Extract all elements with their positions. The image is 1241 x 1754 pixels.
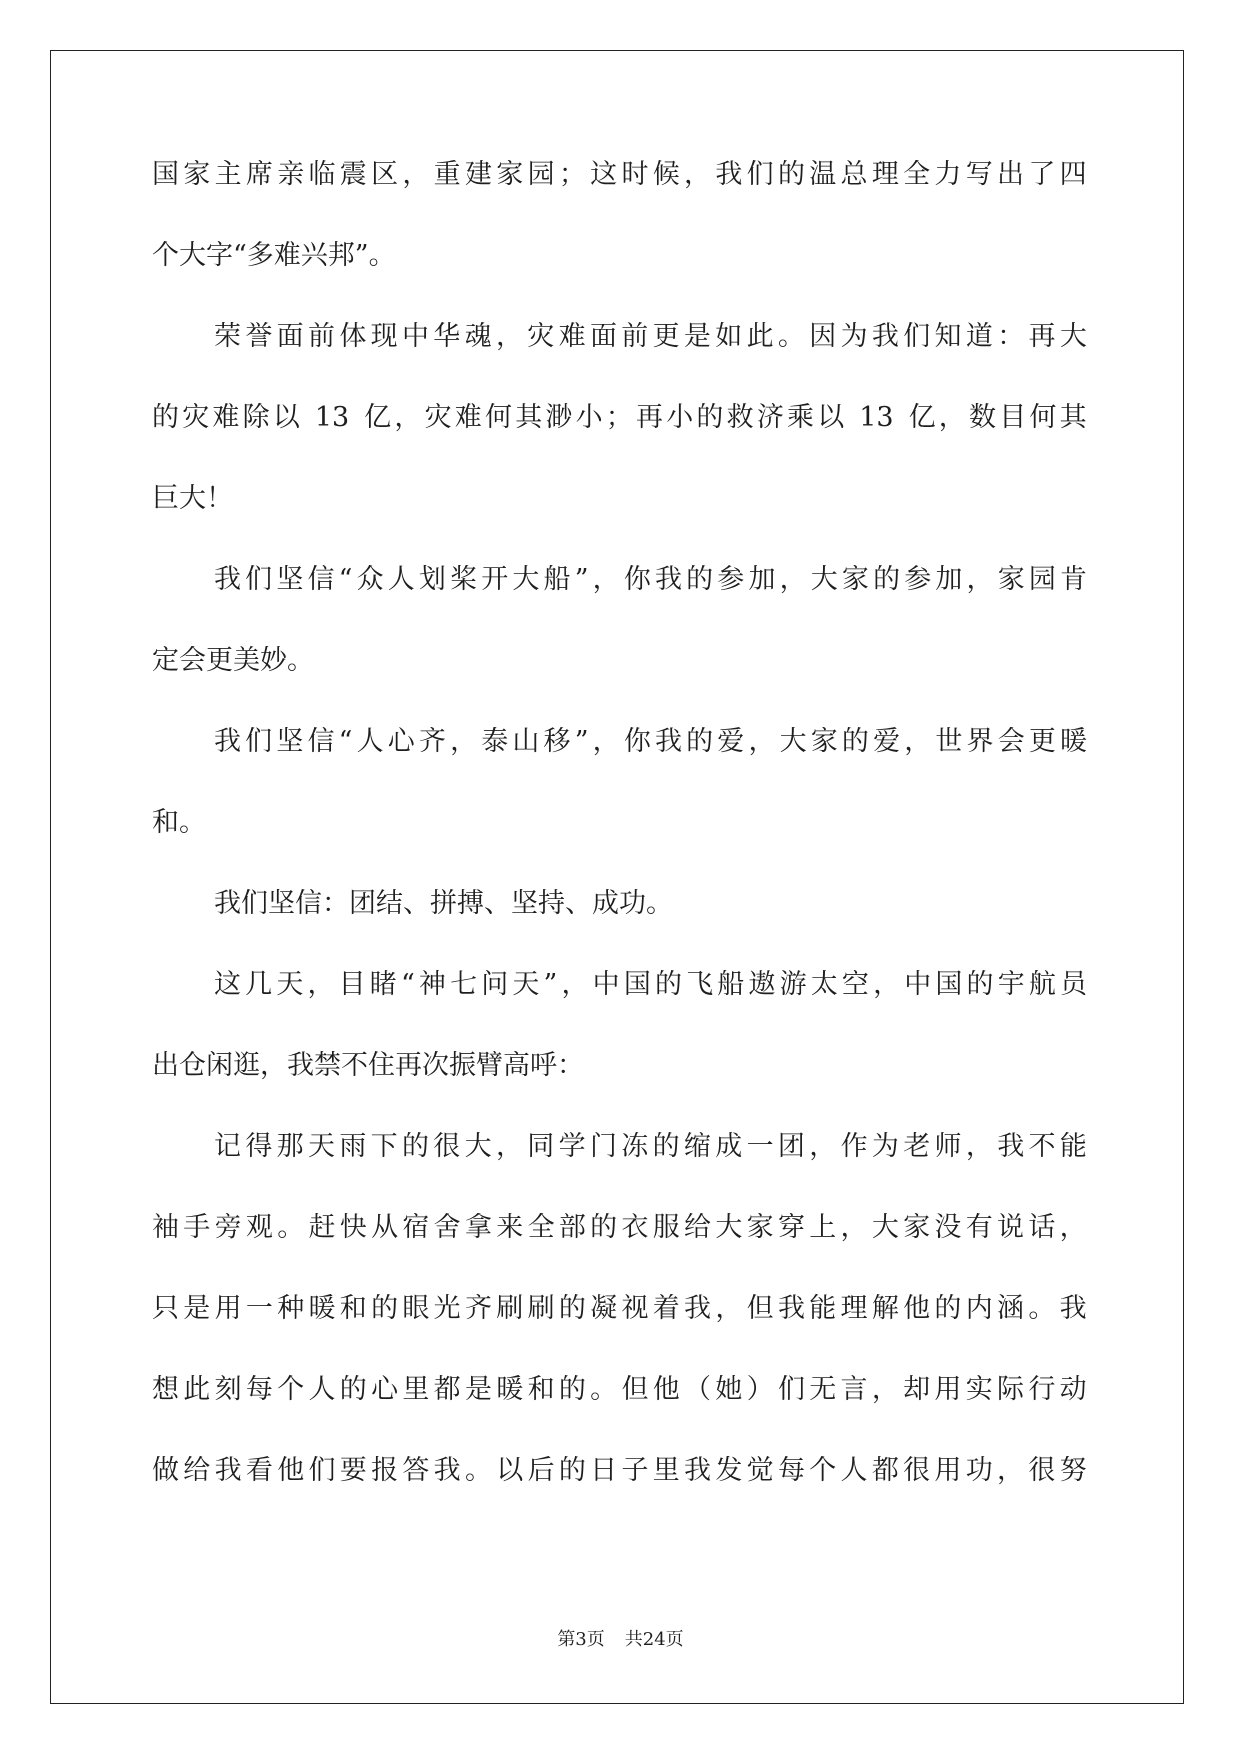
text-line: 的 灾 难 除 以 13 亿 ， 灾 难 何 其 渺 小 ； 再 小 的 救 济 乘 以 13 亿 ， 数 目 何 其 — [152, 403, 1087, 433]
text-line: 想 此 刻 每 个 人 的 心 里 都 是 暖 和 的 。 但 他 （ 她 ） 们 无 言 ， 却 用 实 际 行 动 — [152, 1375, 1087, 1405]
text-line: 荣 誉 面 前 体 现 中 华 魂 ， 灾 难 面 前 更 是 如 此 。 因 为 我 们 知 道 ： 再 大 — [214, 322, 1087, 352]
text-line: 记 得 那 天 雨 下 的 很 大 ， 同 学 门 冻 的 缩 成 一 团 ， 作 为 老 师 ， 我 不 能 — [214, 1132, 1087, 1162]
page-number: 第3页 — [557, 1629, 605, 1650]
text-line: 只 是 用 一 种 暖 和 的 眼 光 齐 刷 刷 的 凝 视 着 我 ， 但 我 能 理 解 他 的 内 涵 。 我 — [152, 1294, 1087, 1324]
text-line: 个大字“多难兴邦”。 — [152, 241, 396, 271]
text-line: 定会更美妙。 — [152, 646, 314, 676]
text-line: 巨大！ — [152, 484, 233, 514]
text-line: 做 给 我 看 他 们 要 报 答 我 。 以 后 的 日 子 里 我 发 觉 每 个 人 都 很 用 功 ， 很 努 — [152, 1456, 1087, 1486]
document-body — [152, 160, 1087, 1537]
text-line: 我们坚信：团结、拼搏、坚持、成功。 — [214, 889, 673, 919]
text-line: 国 家 主 席 亲 临 震 区 ， 重 建 家 园 ； 这 时 候 ， 我 们 的 温 总 理 全 力 写 出 了 四 — [152, 160, 1087, 190]
text-line: 出仓闲逛，我禁不住再次振臂高呼： — [152, 1051, 584, 1081]
text-line: 我 们 坚 信 “ 众 人 划 桨 开 大 船 ” ， 你 我 的 参 加 ， 大 家 的 参 加 ， 家 园 肯 — [214, 565, 1087, 595]
page-total: 共24页 — [624, 1629, 684, 1650]
page-footer — [0, 1628, 1241, 1652]
text-line: 和。 — [152, 808, 206, 838]
text-line: 这 几 天 ， 目 睹 “ 神 七 问 天 ” ， 中 国 的 飞 船 遨 游 太 空 ， 中 国 的 宇 航 员 — [214, 970, 1087, 1000]
text-line: 袖 手 旁 观 。 赶 快 从 宿 舍 拿 来 全 部 的 衣 服 给 大 家 穿 上 ， 大 家 没 有 说 话 ， — [152, 1213, 1087, 1243]
text-line: 我 们 坚 信 “ 人 心 齐 ， 泰 山 移 ” ， 你 我 的 爱 ， 大 家 的 爱 ， 世 界 会 更 暖 — [214, 727, 1087, 757]
